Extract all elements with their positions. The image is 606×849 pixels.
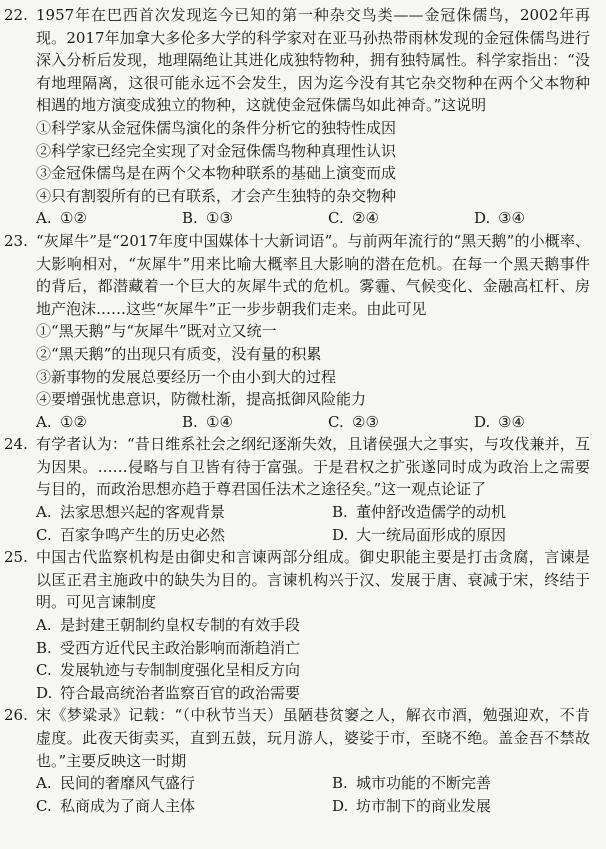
statement: ③新事物的发展总要经历一个由小到大的过程 (36, 367, 337, 386)
statement: ①“黑天鹅”与“灰犀牛”既对立又统一 (36, 322, 277, 341)
question-25 (4, 546, 590, 704)
option-c[interactable]: C. 发展轨迹与专制制度强化呈相反方向 (36, 661, 301, 680)
question-number: 25. (4, 548, 28, 567)
options-grid (36, 772, 590, 817)
option-d[interactable]: D. 符合最高统治者监察百官的政治需要 (36, 683, 301, 702)
statement: ②科学家已经完全实现了对金冠侏儒鸟物种真理性认识 (36, 141, 397, 160)
question-24 (4, 433, 590, 546)
option-c[interactable]: C. 私商成为了商人主体 (36, 796, 196, 815)
option-c[interactable]: C. ②③ (328, 412, 379, 431)
options-row (36, 207, 590, 230)
question-26 (4, 704, 590, 817)
option-a[interactable]: A. 法家思想兴起的客观背景 (36, 503, 226, 522)
option-b[interactable]: B. ①③ (182, 209, 233, 228)
question-stem: 中国古代监察机构是由御史和言谏两部分组成。御史职能主要是打击贪腐，言谏是以匡正君主施政中的缺失为目的。言谏机构兴于汉、发展于唐、衰减于宋，终结于明。可见言谏制度 (36, 548, 590, 612)
option-d[interactable]: D. 坊市制下的商业发展 (332, 796, 492, 815)
question-number: 23. (4, 231, 28, 250)
options-row (36, 411, 590, 434)
question-stem: “灰犀牛”是“2017年度中国媒体十大新词语”。与前两年流行的“黑天鹅”的小概率、大影响相对，“灰犀牛”用来比喻大概率且大影响的潜在危机。在每一个黑天鹅事件的背后，都潜藏着一个巨大的灰犀牛式的危机。雾霾、气候变化、金融高杠杆、房地产泡沫……这些“灰犀牛”正一步步朝我们走来。由此可见 (36, 231, 590, 318)
option-a[interactable]: A. 是封建王朝制约皇权专制的有效手段 (36, 616, 301, 635)
question-23 (4, 230, 590, 433)
option-b[interactable]: B. 受西方近代民主政治影响而渐趋消亡 (36, 638, 301, 657)
question-stem: 1957年在巴西首次发现迄今已知的第一种杂交鸟类——金冠侏儒鸟，2002年再现。2017年加拿大多伦多大学的科学家对在亚马孙热带雨林发现的金冠侏儒鸟进行深入分析后发现，地理隔绝让其进化成独特物种，拥有独特属性。科学家指出：“没有地理隔离，这很可能永远不会发生，因为迄今没有其它杂交物种在两个父本物种相遇的地方演变成独立的物种，这就使金冠侏儒鸟如此神奇。”这说明 (36, 6, 590, 115)
option-b[interactable]: B. 城市功能的不断完善 (332, 774, 492, 793)
statement: ②“黑天鹅”的出现只有质变，没有量的积累 (36, 344, 322, 363)
question-number: 26. (4, 706, 28, 725)
statement: ③金冠侏儒鸟是在两个父本物种联系的基础上演变而成 (36, 164, 397, 183)
option-a[interactable]: A. ①② (36, 209, 87, 228)
option-b[interactable]: B. 董仲舒改造儒学的动机 (332, 503, 507, 522)
option-d[interactable]: D. ③④ (474, 412, 525, 431)
option-c[interactable]: C. 百家争鸣产生的历史必然 (36, 525, 226, 544)
question-stem: 宋《梦粱录》记载：“（中秋节当天）虽陋巷贫窭之人，解衣市酒，勉强迎欢，不肯虚度。此夜天街卖买，直到五鼓，玩月游人，婆娑于市，至晓不绝。盖金吾不禁故也。”主要反映这一时期 (36, 706, 590, 770)
option-c[interactable]: C. ②④ (328, 209, 379, 228)
option-d[interactable]: D. 大一统局面形成的原因 (332, 525, 507, 544)
statement: ④只有割裂所有的已有联系，才会产生独特的杂交物种 (36, 186, 397, 205)
question-number: 24. (4, 435, 28, 454)
option-d[interactable]: D. ③④ (474, 209, 525, 228)
options-grid (36, 501, 590, 546)
statement: ④要增强忧患意识，防微杜渐，提高抵御风险能力 (36, 390, 367, 409)
question-number: 22. (4, 6, 28, 24)
option-a[interactable]: A. ①② (36, 412, 87, 431)
option-a[interactable]: A. 民间的奢靡风气盛行 (36, 774, 196, 793)
options-list (36, 614, 590, 704)
question-22 (4, 4, 590, 230)
statement: ①科学家从金冠侏儒鸟演化的条件分析它的独特性成因 (36, 118, 397, 137)
question-stem: 有学者认为：“昔日维系社会之纲纪逐渐失效，且诸侯强大之事实，与攻伐兼并，互为因果。……侵略与自卫皆有待于富强。于是君权之扩张遂同时成为政治上之需要与目的，而政治思想亦趋于尊君国任法术之途径矣。”这一观点论证了 (36, 435, 590, 499)
option-b[interactable]: B. ①④ (182, 412, 233, 431)
